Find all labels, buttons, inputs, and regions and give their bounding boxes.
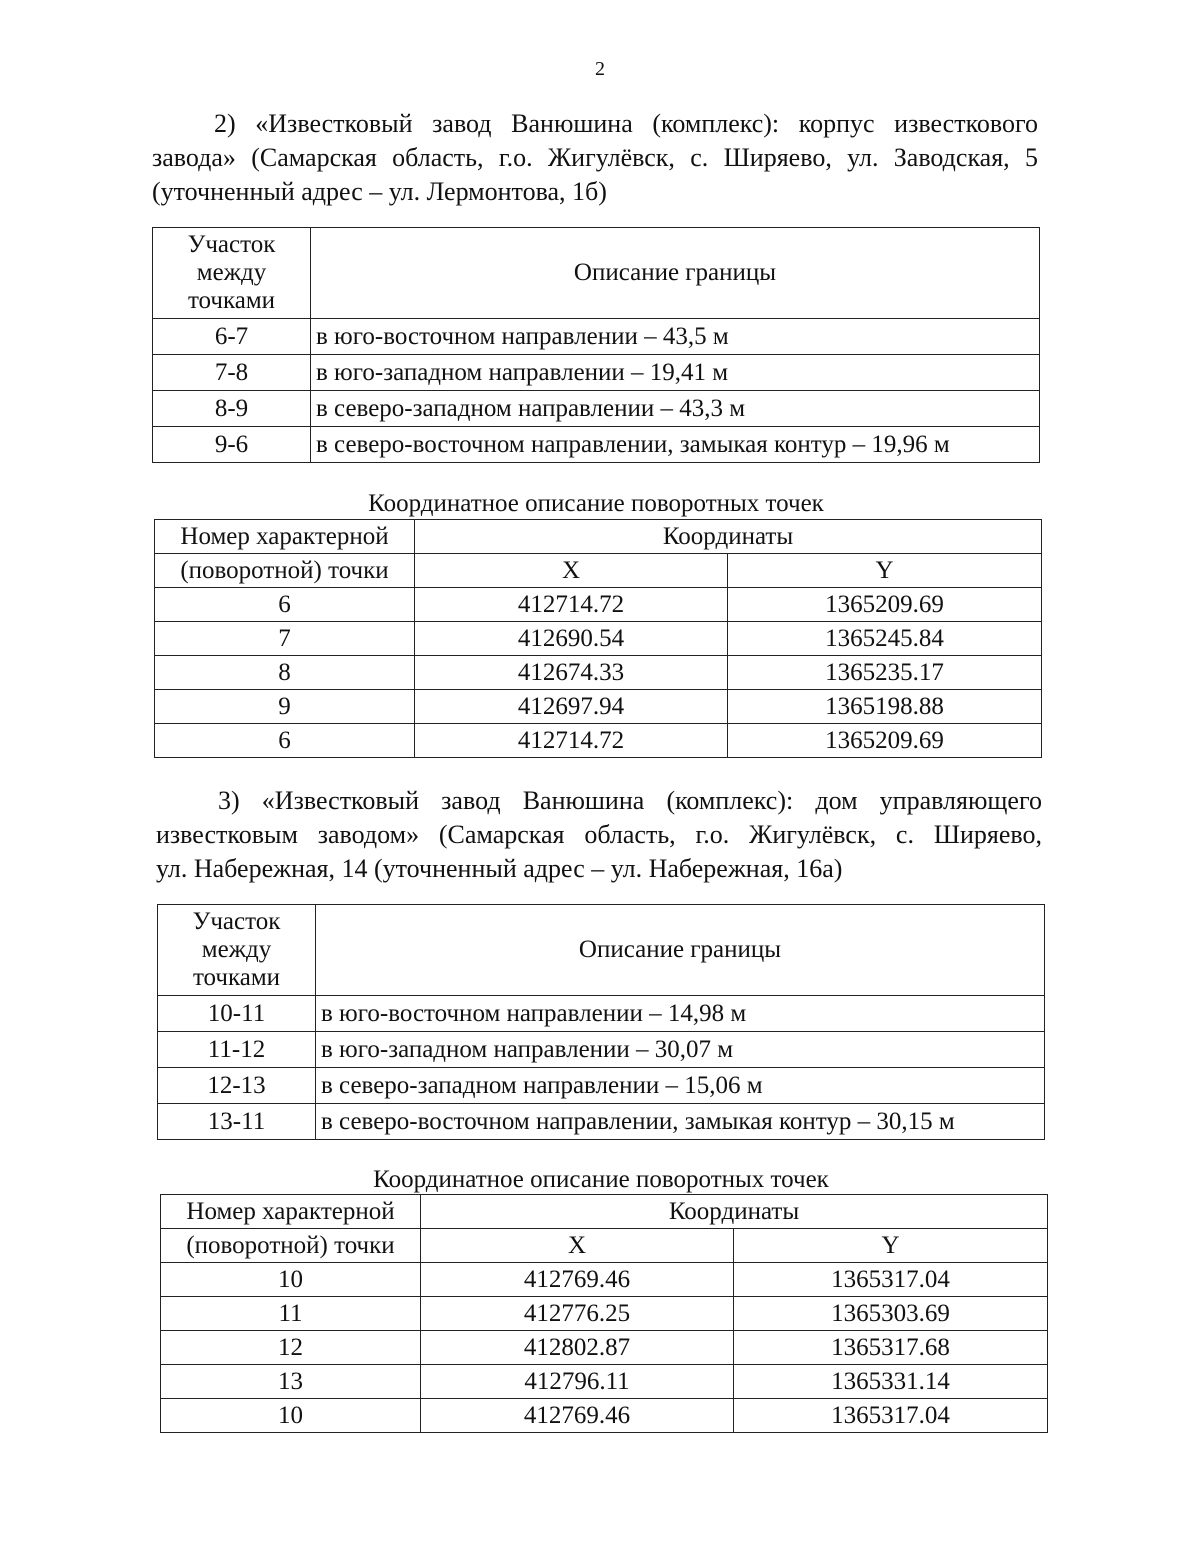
description-cell: в северо-западном направлении – 15,06 м — [316, 1068, 1045, 1104]
x-cell: 412802.87 — [421, 1331, 734, 1365]
table-row — [161, 1399, 1048, 1433]
x-cell: 412714.72 — [415, 724, 728, 758]
description-cell: в северо-восточном направлении, замыкая контур – 30,15 м — [316, 1104, 1045, 1140]
x-cell: 412690.54 — [415, 622, 728, 656]
header-description: Описание границы — [316, 905, 1045, 996]
table-row — [153, 427, 1040, 463]
table-row — [153, 355, 1040, 391]
point-cell: 13 — [161, 1365, 421, 1399]
x-cell: 412776.25 — [421, 1297, 734, 1331]
table-row — [155, 622, 1042, 656]
boundary-table-3 — [157, 904, 1045, 1140]
point-cell: 12 — [161, 1331, 421, 1365]
description-cell: в юго-западном направлении – 19,41 м — [311, 355, 1040, 391]
page-number: 2 — [595, 58, 605, 80]
section-2-line-2: завода» (Самарская область, г.о. Жигулёвск, с. Ширяево, ул. Заводская, 5 — [152, 143, 1038, 172]
point-cell: 8 — [155, 656, 415, 690]
y-cell: 1365209.69 — [728, 724, 1042, 758]
y-cell: 1365317.68 — [734, 1331, 1048, 1365]
segment-cell: 10-11 — [158, 996, 316, 1032]
table-header-row — [158, 905, 1045, 996]
section-3-line-2: известковым заводом» (Самарская область, г.о. Жигулёвск, с. Ширяево, — [156, 820, 1042, 849]
segment-cell: 11-12 — [158, 1032, 316, 1068]
y-cell: 1365245.84 — [728, 622, 1042, 656]
segment-cell: 13-11 — [158, 1104, 316, 1140]
segment-cell: 6-7 — [153, 319, 311, 355]
header-point-line1: Номер характерной — [155, 520, 415, 554]
section-3-line-3: ул. Набережная, 14 (уточненный адрес – ул. Набережная, 16а) — [156, 854, 843, 883]
header-segment-line: между — [201, 936, 272, 963]
point-cell: 7 — [155, 622, 415, 656]
table-row — [158, 996, 1045, 1032]
table-row — [153, 319, 1040, 355]
x-cell: 412769.46 — [421, 1399, 734, 1433]
segment-cell: 12-13 — [158, 1068, 316, 1104]
coords-caption-3: Координатное описание поворотных точек — [373, 1166, 829, 1193]
table-row — [155, 690, 1042, 724]
table-row — [161, 1365, 1048, 1399]
section-2-heading — [152, 107, 1038, 209]
description-cell: в юго-западном направлении – 30,07 м — [316, 1032, 1045, 1068]
table-row — [155, 588, 1042, 622]
header-description: Описание границы — [311, 228, 1040, 319]
x-cell: 412714.72 — [415, 588, 728, 622]
y-cell: 1365198.88 — [728, 690, 1042, 724]
coords-caption-2: Координатное описание поворотных точек — [368, 490, 824, 517]
segment-cell: 8-9 — [153, 391, 311, 427]
segment-cell: 7-8 — [153, 355, 311, 391]
segment-cell: 9-6 — [153, 427, 311, 463]
point-cell: 6 — [155, 724, 415, 758]
y-cell: 1365317.04 — [734, 1399, 1048, 1433]
header-segment-line: точками — [187, 287, 276, 314]
table-row — [158, 1104, 1045, 1140]
y-cell: 1365235.17 — [728, 656, 1042, 690]
table-header-row — [161, 1229, 1048, 1263]
section-2-line-3: (уточненный адрес – ул. Лермонтова, 1б) — [152, 177, 607, 206]
boundary-table-2 — [152, 227, 1040, 463]
description-cell: в северо-западном направлении – 43,3 м — [311, 391, 1040, 427]
description-cell: в юго-восточном направлении – 14,98 м — [316, 996, 1045, 1032]
section-2-line-1: 2) «Известковый завод Ванюшина (комплекс): корпус известкового — [214, 109, 1038, 138]
header-y: Y — [728, 554, 1042, 588]
coords-table-3 — [160, 1194, 1048, 1433]
table-row — [158, 1068, 1045, 1104]
table-row — [161, 1331, 1048, 1365]
header-segment — [153, 228, 311, 319]
header-segment-line: между — [196, 259, 267, 286]
header-coords: Координаты — [415, 520, 1042, 554]
table-header-row — [155, 520, 1042, 554]
point-cell: 10 — [161, 1263, 421, 1297]
header-x: X — [421, 1229, 734, 1263]
section-3-line-1: 3) «Известковый завод Ванюшина (комплекс): дом управляющего — [218, 786, 1042, 815]
header-coords: Координаты — [421, 1195, 1048, 1229]
table-row — [155, 724, 1042, 758]
point-cell: 11 — [161, 1297, 421, 1331]
header-y: Y — [734, 1229, 1048, 1263]
table-header-row — [161, 1195, 1048, 1229]
header-point-line1: Номер характерной — [161, 1195, 421, 1229]
y-cell: 1365303.69 — [734, 1297, 1048, 1331]
x-cell: 412697.94 — [415, 690, 728, 724]
y-cell: 1365209.69 — [728, 588, 1042, 622]
header-point-line2: (поворотной) точки — [155, 554, 415, 588]
point-cell: 6 — [155, 588, 415, 622]
table-row — [158, 1032, 1045, 1068]
table-header-row — [155, 554, 1042, 588]
point-cell: 9 — [155, 690, 415, 724]
x-cell: 412769.46 — [421, 1263, 734, 1297]
header-point-line2: (поворотной) точки — [161, 1229, 421, 1263]
header-segment-line: точками — [192, 964, 281, 991]
header-x: X — [415, 554, 728, 588]
description-cell: в северо-восточном направлении, замыкая контур – 19,96 м — [311, 427, 1040, 463]
header-segment-line: Участок — [192, 908, 281, 935]
table-row — [161, 1297, 1048, 1331]
x-cell: 412796.11 — [421, 1365, 734, 1399]
table-row — [153, 391, 1040, 427]
description-cell: в юго-восточном направлении – 43,5 м — [311, 319, 1040, 355]
section-3-heading — [156, 784, 1042, 886]
table-row — [161, 1263, 1048, 1297]
header-segment — [158, 905, 316, 996]
coords-table-2 — [154, 519, 1042, 758]
y-cell: 1365317.04 — [734, 1263, 1048, 1297]
header-segment-line: Участок — [187, 231, 276, 258]
x-cell: 412674.33 — [415, 656, 728, 690]
point-cell: 10 — [161, 1399, 421, 1433]
y-cell: 1365331.14 — [734, 1365, 1048, 1399]
table-row — [155, 656, 1042, 690]
table-header-row — [153, 228, 1040, 319]
